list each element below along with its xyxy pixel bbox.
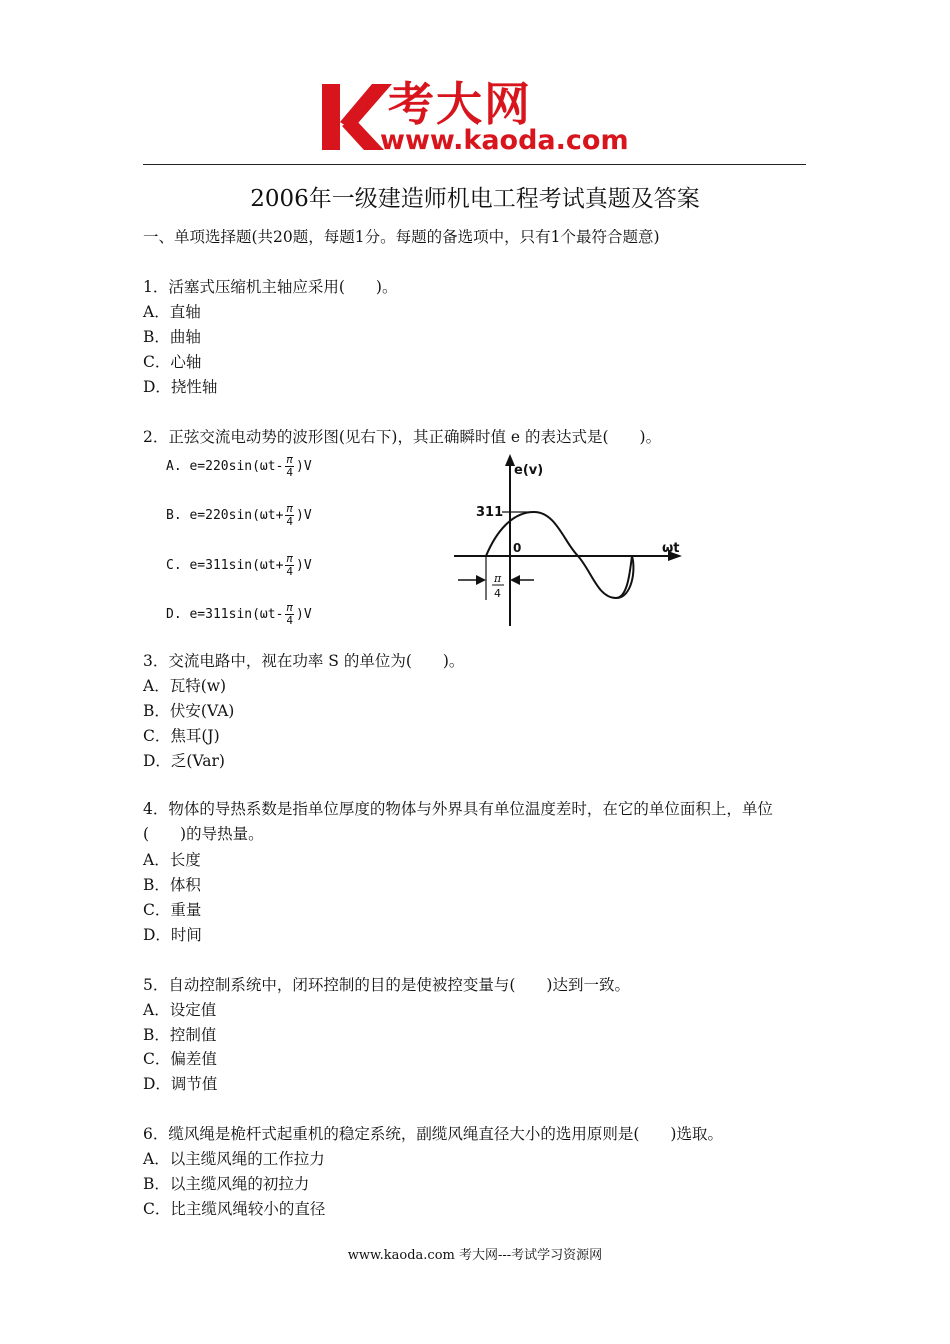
pi-over-4-fraction	[285, 454, 294, 479]
logo-url-text: www.kaoda.com	[380, 125, 629, 156]
shift-denominator: 4	[494, 587, 501, 600]
question-1-option-c: C．心轴	[143, 353, 202, 371]
question-6-option-c: C．比主缆风绳较小的直径	[143, 1200, 326, 1218]
fraction-numerator: π	[286, 453, 294, 466]
question-2-option-d	[166, 602, 312, 627]
question-3-option-d: D．乏(Var)	[143, 752, 225, 770]
x-axis-label: ωt	[662, 541, 680, 556]
formula-suffix: )V	[296, 508, 312, 523]
page-title: 2006年一级建造师机电工程考试真题及答案	[250, 186, 700, 212]
question-2-stem: 2．正弦交流电动势的波形图(见右下)，其正确瞬时值 e 的表达式是( )。	[143, 428, 662, 446]
question-5-option-a: A．设定值	[143, 1001, 217, 1019]
fraction-denominator: 4	[286, 614, 294, 627]
question-5-option-d: D．调节值	[143, 1075, 218, 1093]
question-1-stem: 1．活塞式压缩机主轴应采用( )。	[143, 278, 398, 296]
formula-suffix: )V	[296, 558, 312, 573]
sine-waveform-figure	[452, 452, 692, 628]
question-5-option-c: C．偏差值	[143, 1050, 217, 1068]
question-3-option-c: C．焦耳(J)	[143, 727, 220, 745]
pi-over-4-fraction	[285, 503, 294, 528]
fraction-numerator: π	[286, 502, 294, 515]
origin-label: 0	[513, 541, 522, 555]
question-3-option-a: A．瓦特(w)	[143, 677, 227, 695]
header-divider	[143, 164, 806, 165]
shift-arrow-left-head	[476, 575, 486, 585]
question-1-option-b: B．曲轴	[143, 328, 201, 346]
question-4-stem: 4．物体的导热系数是指单位厚度的物体与外界具有单位温度差时，在它的单位面积上，单位( )的导热量。	[143, 800, 773, 843]
page-footer: www.kaoda.com 考大网---考试学习资源网	[347, 1248, 603, 1263]
question-4-option-c: C．重量	[143, 901, 202, 919]
question-1-option-d: D．挠性轴	[143, 378, 218, 396]
fraction-denominator: 4	[286, 515, 294, 528]
fraction-denominator: 4	[286, 466, 294, 479]
section-heading: 一、单项选择题(共20题，每题1分。每题的备选项中，只有1个最符合题意)	[143, 228, 660, 246]
sine-curve-tail	[616, 556, 632, 598]
question-3-option-b: B．伏安(VA)	[143, 702, 235, 720]
question-4-option-b: B．体积	[143, 876, 201, 894]
question-5-option-b: B．控制值	[143, 1026, 217, 1044]
question-6-option-b: B．以主缆风绳的初拉力	[143, 1175, 310, 1193]
question-6-option-a: A．以主缆风绳的工作拉力	[143, 1150, 325, 1168]
question-2-option-c	[166, 553, 312, 578]
shift-numerator: π	[494, 572, 502, 585]
peak-label: 311	[476, 505, 504, 520]
question-4-option-a: A．长度	[143, 851, 201, 869]
fraction-numerator: π	[286, 601, 294, 614]
formula-prefix: C. e=311sin(ωt+	[166, 558, 284, 573]
question-6-stem: 6．缆风绳是桅杆式起重机的稳定系统，副缆风绳直径大小的选用原则是( )选取。	[143, 1125, 723, 1143]
fraction-numerator: π	[286, 552, 294, 565]
pi-over-4-fraction	[285, 553, 294, 578]
formula-prefix: A. e=220sin(ωt-	[166, 459, 284, 474]
question-1-option-a: A．直轴	[143, 303, 201, 321]
fraction-denominator: 4	[286, 565, 294, 578]
formula-suffix: )V	[296, 459, 312, 474]
question-3-stem: 3．交流电路中，视在功率 S 的单位为( )。	[143, 652, 465, 670]
formula-prefix: B. e=220sin(ωt+	[166, 508, 284, 523]
question-5-stem: 5．自动控制系统中，闭环控制的目的是使被控变量与( )达到一致。	[143, 976, 630, 994]
formula-suffix: )V	[296, 607, 312, 622]
question-2-option-b	[166, 503, 312, 528]
pi-over-4-fraction	[285, 602, 294, 627]
formula-prefix: D. e=311sin(ωt-	[166, 607, 284, 622]
y-axis-label: e(v)	[514, 463, 544, 478]
site-logo	[318, 76, 638, 160]
question-2-option-a	[166, 454, 312, 479]
question-4-option-d: D．时间	[143, 926, 202, 944]
shift-arrow-right-head	[510, 575, 520, 585]
logo-brand-text: 考大网	[388, 77, 532, 131]
